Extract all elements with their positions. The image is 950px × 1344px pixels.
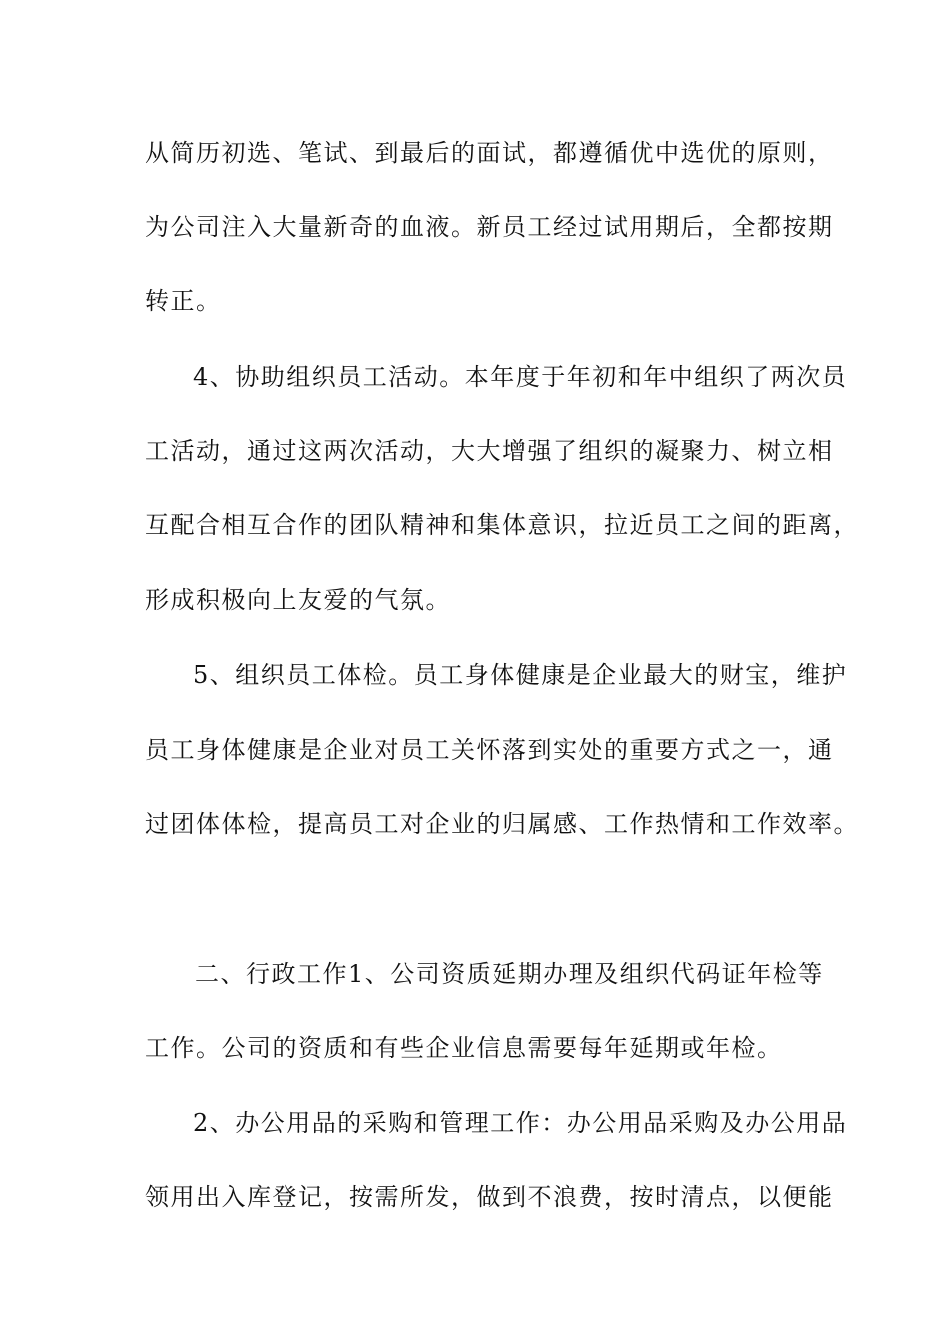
text-line: 互配合相互合作的团队精神和集体意识，拉近员工之间的距离， — [145, 511, 859, 539]
text-line: 从简历初选、笔试、到最后的面试，都遵循优中选优的原则， — [145, 139, 834, 167]
paragraph-start-line: 5、组织员工体检。员工身体健康是企业最大的财宝，维护 — [193, 661, 848, 689]
text-line: 工作。公司的资质和有些企业信息需要每年延期或年检。 — [145, 1034, 783, 1062]
text-line: 工活动，通过这两次活动，大大增强了组织的凝聚力、树立相 — [145, 437, 834, 465]
text-line: 过团体体检，提高员工对企业的归属感、工作热情和工作效率。 — [145, 810, 859, 838]
paragraph-start-line: 2、办公用品的采购和管理工作：办公用品采购及办公用品 — [193, 1109, 848, 1137]
text-line: 员工身体健康是企业对员工关怀落到实处的重要方式之一，通 — [145, 736, 834, 764]
text-line: 为公司注入大量新奇的血液。新员工经过试用期后，全都按期 — [145, 213, 834, 241]
section-heading-line: 二、行政工作1、公司资质延期办理及组织代码证年检等 — [195, 960, 824, 988]
text-line: 转正。 — [145, 287, 222, 315]
text-line: 领用出入库登记，按需所发，做到不浪费，按时清点，以便能 — [145, 1183, 834, 1211]
paragraph-start-line: 4、协助组织员工活动。本年度于年初和年中组织了两次员 — [193, 363, 848, 391]
text-line: 形成积极向上友爱的气氛。 — [145, 586, 451, 614]
